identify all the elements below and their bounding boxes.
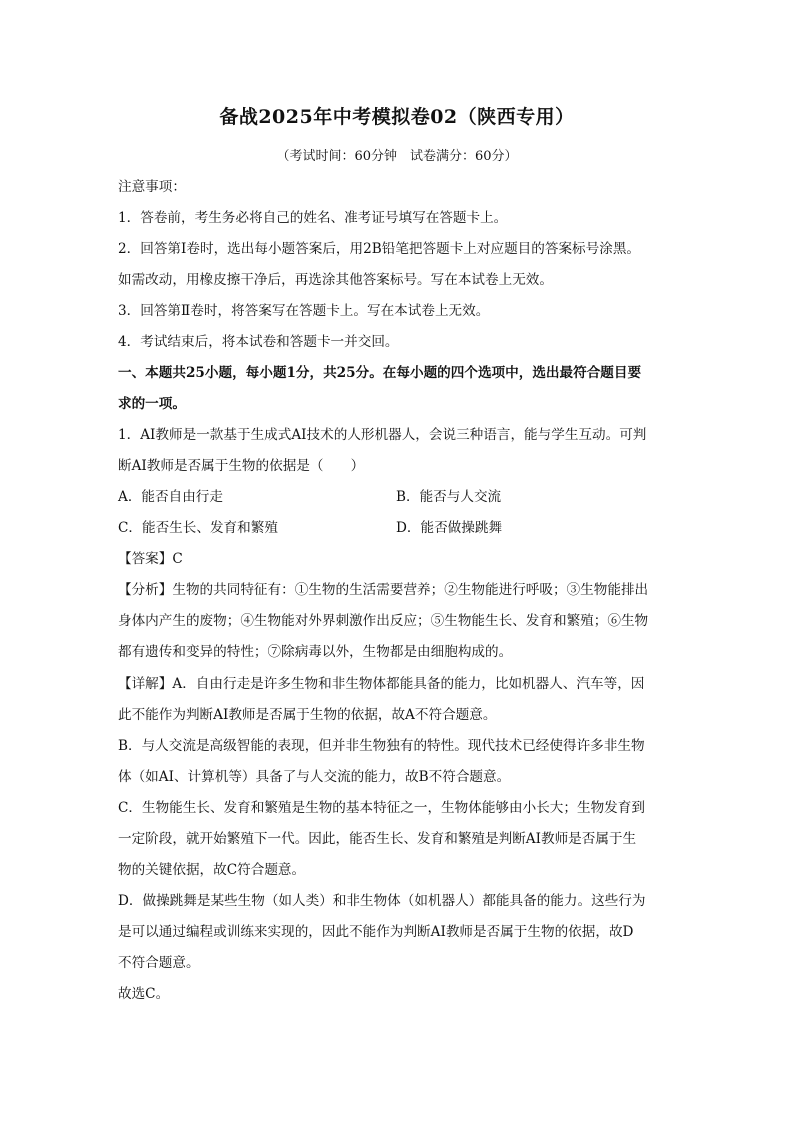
- detail-d-line-2: 是可以通过编程或训练来实现的，因此不能作为判断AI教师是否属于生物的依据，故D: [118, 924, 634, 940]
- notice-item-3: 3．回答第Ⅱ卷时，将答案写在答题卡上。写在本试卷上无效。: [118, 303, 490, 319]
- analysis-line-3: 都有遗传和变异的特性；⑦除病毒以外，生物都是由细胞构成的。: [118, 644, 513, 660]
- detail-d-line-3: 不符合题意。: [118, 955, 200, 971]
- detail-a-line-2: 此不能作为判断AI教师是否属于生物的依据，故A不符合题意。: [118, 707, 497, 723]
- option-b: B．能否与人交流: [396, 489, 502, 505]
- notice-item-1: 1．答卷前，考生务必将自己的姓名、准考证号填写在答题卡上。: [118, 210, 508, 226]
- conclusion-line: 故选C。: [118, 986, 170, 1002]
- option-d: D．能否做操跳舞: [396, 520, 503, 536]
- option-c: C．能否生长、发育和繁殖: [118, 520, 278, 536]
- notice-item-2-line-1: 2．回答第Ⅰ卷时，选出每小题答案后，用2B铅笔把答题卡上对应题目的答案标号涂黑。: [118, 241, 641, 257]
- notice-item-2-line-2: 如需改动，用橡皮擦干净后，再选涂其他答案标号。写在本试卷上无效。: [118, 272, 553, 288]
- section-heading-line-1: 一、本题共25小题，每小题1分，共25分。在每小题的四个选项中，选出最符合题目要: [118, 365, 642, 381]
- section-heading-line-2: 求的一项。: [118, 396, 186, 412]
- question-stem-line-2: 断AI教师是否属于生物的依据是（ ）: [118, 458, 365, 474]
- detail-d-line-1: D．做操跳舞是某些生物（如人类）和非生物体（如机器人）都能具备的能力。这些行为: [118, 893, 646, 909]
- detail-b-line-1: B．与人交流是高级智能的表现，但并非生物独有的特性。现代技术已经使得许多非生物: [118, 738, 645, 754]
- detail-b-line-2: 体（如AI、计算机等）具备了与人交流的能力，故B不符合题意。: [118, 769, 511, 785]
- detail-c-line-3: 物的关键依据，故C符合题意。: [118, 862, 306, 878]
- question-stem-line-1: 1．AI教师是一款基于生成式AI技术的人形机器人，会说三种语言，能与学生互动。可判: [118, 427, 647, 443]
- detail-c-line-2: 一定阶段，就开始繁殖下一代。因此，能否生长、发育和繁殖是判断AI教师是否属于生: [118, 831, 637, 847]
- option-a: A．能否自由行走: [118, 489, 223, 505]
- exam-info: （考试时间：60分钟 试卷满分：60分）: [276, 149, 518, 164]
- notice-heading: 注意事项：: [118, 179, 186, 195]
- detail-c-line-1: C．生物能生长、发育和繁殖是生物的基本特征之一，生物体能够由小长大；生物发育到: [118, 800, 645, 816]
- answer-line: 【答案】C: [118, 551, 183, 567]
- analysis-line-1: 【分析】生物的共同特征有：①生物的生活需要营养；②生物能进行呼吸；③生物能排出: [118, 582, 649, 598]
- detail-a-line-1: 【详解】A．自由行走是许多生物和非生物体都能具备的能力，比如机器人、汽车等，因: [118, 676, 645, 692]
- analysis-line-2: 身体内产生的废物；④生物能对外界刺激作出反应；⑤生物能生长、发育和繁殖；⑥生物: [118, 613, 649, 629]
- notice-item-4: 4．考试结束后，将本试卷和答题卡一并交回。: [118, 334, 399, 350]
- page-title: 备战2025年中考模拟卷02（陕西专用）: [219, 106, 575, 128]
